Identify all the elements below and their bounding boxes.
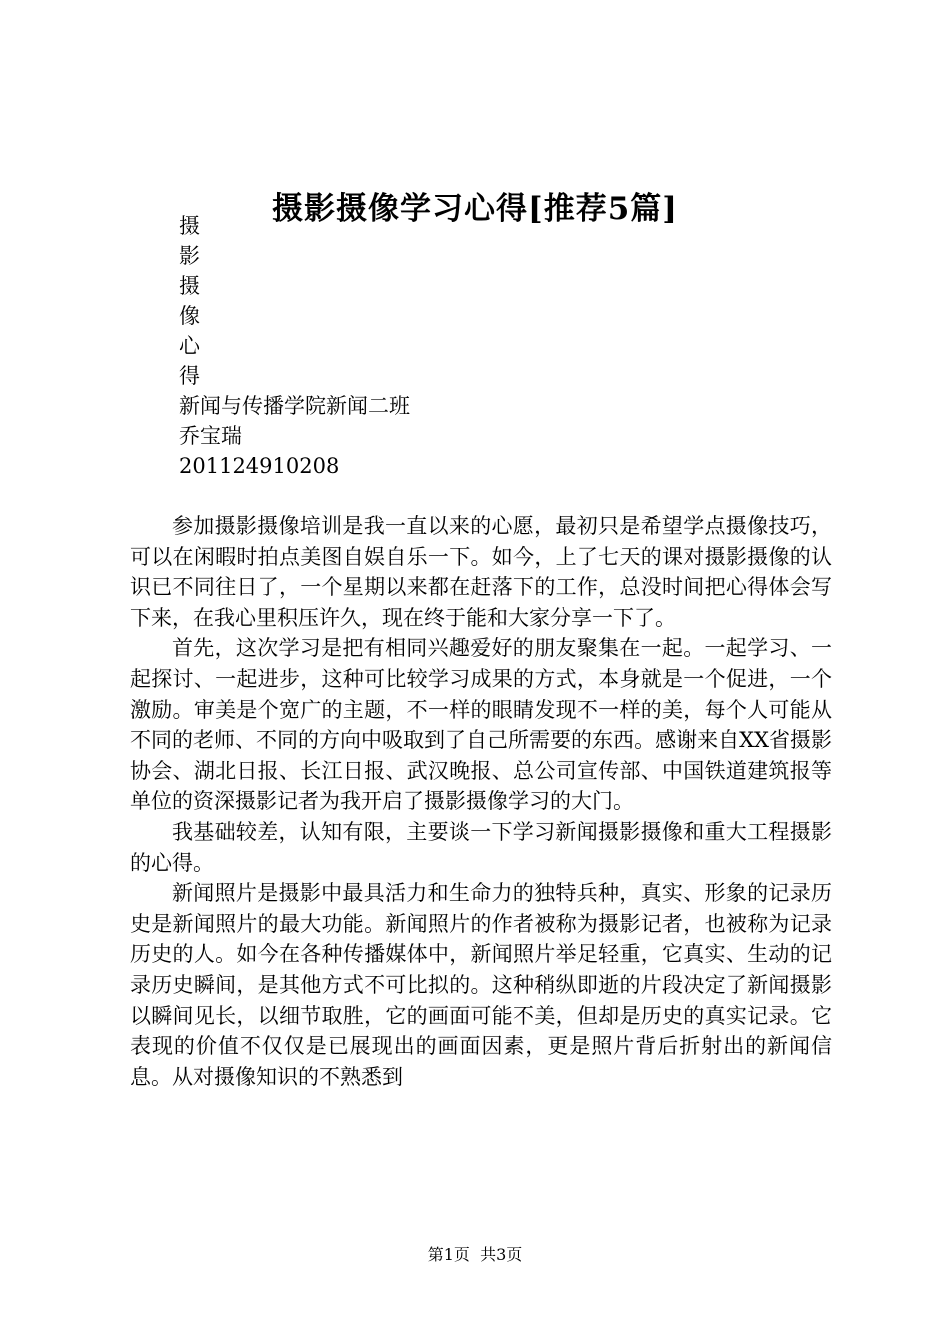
student-id-line: 201124910208 (179, 454, 340, 478)
body-text (130, 511, 832, 1092)
heading-char: 摄 (179, 214, 200, 238)
page-footer: 第1页 共3页 (427, 1245, 523, 1264)
paragraph: 首先，这次学习是把有相同兴趣爱好的朋友聚集在一起。一起学习、一起探讨、一起进步，这种可比较学习成果的方式，本身就是一个促进，一个激励。审美是个宽广的主题，不一样的眼睛发现不一样的美，每个人可能从不同的老师、不同的方向中吸取到了自己所需要的东西。感谢来自XX省摄影协会、湖北日报、长江日报、武汉晚报、总公司宣传部、中国铁道建筑报等单位的资深摄影记者为我开启了摄影摄像学习的大门。 (130, 636, 832, 814)
heading-char: 影 (179, 244, 200, 268)
heading-char: 得 (179, 364, 200, 388)
paragraph: 新闻照片是摄影中最具活力和生命力的独特兵种，真实、形象的记录历史是新闻照片的最大功能。新闻照片的作者被称为摄影记者，也被称为记录历史的人。如今在各种传播媒体中，新闻照片举足轻重，它真实、生动的记录历史瞬间，是其他方式不可比拟的。这种稍纵即逝的片段决定了新闻摄影以瞬间见长，以细节取胜，它的画面可能不美，但却是历史的真实记录。它表现的价值不仅仅是已展现出的画面因素，更是照片背后折射出的新闻信息。从对摄像知识的不熟悉到 (130, 881, 832, 1089)
document-title: 摄影摄像学习心得[推荐5篇] (272, 191, 678, 227)
heading-char: 像 (179, 304, 200, 328)
paragraph: 我基础较差，认知有限，主要谈一下学习新闻摄影摄像和重大工程摄影的心得。 (130, 819, 832, 875)
author-line: 乔宝瑞 (179, 424, 242, 448)
heading-char: 心 (179, 334, 200, 358)
paragraph: 参加摄影摄像培训是我一直以来的心愿，最初只是希望学点摄像技巧，可以在闲暇时拍点美图自娱自乐一下。如今，上了七天的课对摄影摄像的认识已不同往日了，一个星期以来都在赶落下的工作，总没时间把心得体会写下来，在我心里积压许久，现在终于能和大家分享一下了。 (130, 514, 832, 630)
heading-char: 摄 (179, 274, 200, 298)
department-line: 新闻与传播学院新闻二班 (179, 394, 410, 418)
heading-block (179, 211, 410, 481)
